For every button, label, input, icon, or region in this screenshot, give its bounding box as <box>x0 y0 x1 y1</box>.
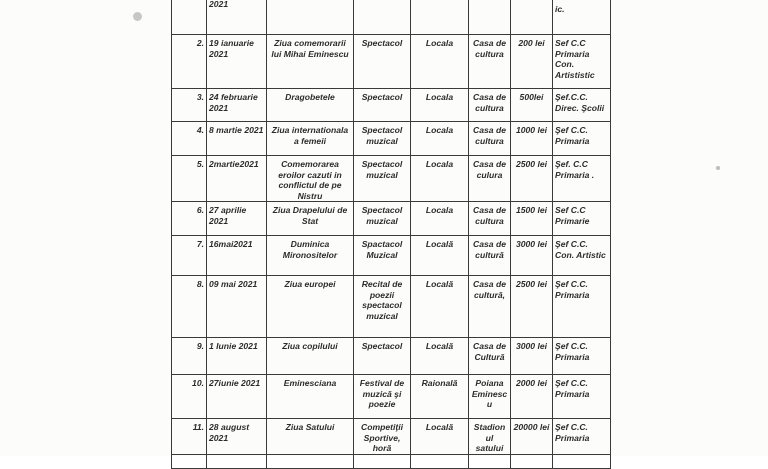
table-row <box>172 122 611 156</box>
row-level <box>411 0 469 35</box>
row-place: Casa de cultura <box>469 202 511 236</box>
row-date <box>207 454 267 468</box>
row-level: Locală <box>411 419 469 455</box>
table-row <box>172 338 611 375</box>
row-type: Spectacol muzical <box>354 202 411 236</box>
row-number <box>172 0 207 35</box>
row-type: Spectacol <box>354 338 411 375</box>
table-row <box>172 236 611 276</box>
row-budget: 2500 lei <box>511 276 553 338</box>
row-date: 28 august 2021 <box>207 419 267 455</box>
row-event: Duminica Mironositelor <box>267 236 354 276</box>
row-place: Casa de cultură <box>469 236 511 276</box>
row-event: Eminesciana <box>267 375 354 419</box>
row-responsible: ic. <box>553 0 611 35</box>
row-budget: 1000 lei <box>511 122 553 156</box>
row-budget: 2500 lei <box>511 156 553 202</box>
row-responsible: Şef C.C. Primaria <box>553 419 611 455</box>
table-row <box>172 454 611 468</box>
row-budget: 20000 lei <box>511 419 553 455</box>
row-event: Ziua europei <box>267 276 354 338</box>
row-number: 6. <box>172 202 207 236</box>
row-type: Festival de muzică şi poezie <box>354 375 411 419</box>
row-number: 3. <box>172 89 207 122</box>
row-date: 16mai2021 <box>207 236 267 276</box>
row-type: Spectacol muzical <box>354 156 411 202</box>
row-date: 8 martie 2021 <box>207 122 267 156</box>
row-level: Locala <box>411 89 469 122</box>
row-date: 1 Iunie 2021 <box>207 338 267 375</box>
row-place: Casa de culura <box>469 156 511 202</box>
row-type: Recital de poezii spectacol muzical <box>354 276 411 338</box>
row-number: 11. <box>172 419 207 455</box>
row-event: Ziua comemorarii lui Mihai Eminescu <box>267 35 354 89</box>
row-number: 7. <box>172 236 207 276</box>
row-level: Locală <box>411 236 469 276</box>
table-row <box>172 419 611 455</box>
row-date: 19 ianuarie 2021 <box>207 35 267 89</box>
row-level: Locala <box>411 122 469 156</box>
table-row <box>172 89 611 122</box>
row-number: 9. <box>172 338 207 375</box>
row-responsible: Şef C.C. Primaria <box>553 276 611 338</box>
row-level <box>411 454 469 468</box>
row-number: 2. <box>172 35 207 89</box>
table-row <box>172 35 611 89</box>
table-row <box>172 156 611 202</box>
row-level: Locala <box>411 202 469 236</box>
row-type: Spectacol <box>354 89 411 122</box>
row-responsible: Şef. C.C Primaria . <box>553 156 611 202</box>
row-event: Ziua copilului <box>267 338 354 375</box>
events-table <box>171 0 611 469</box>
row-budget: 200 lei <box>511 35 553 89</box>
row-level: Locală <box>411 276 469 338</box>
row-event <box>267 454 354 468</box>
table-row <box>172 0 611 35</box>
row-level: Locală <box>411 338 469 375</box>
row-type <box>354 0 411 35</box>
row-responsible: Şef C.C. Primaria <box>553 338 611 375</box>
row-number: 4. <box>172 122 207 156</box>
row-date: 2021 <box>207 0 267 35</box>
row-type: Spectacol muzical <box>354 122 411 156</box>
row-budget: 3000 lei <box>511 338 553 375</box>
row-responsible <box>553 454 611 468</box>
row-budget: 2000 lei <box>511 375 553 419</box>
table-row <box>172 202 611 236</box>
row-responsible: Şef C.C. Primaria <box>553 122 611 156</box>
row-event <box>267 0 354 35</box>
row-date: 09 mai 2021 <box>207 276 267 338</box>
row-event: Ziua internationala a femeii <box>267 122 354 156</box>
scan-speck <box>716 166 720 170</box>
row-budget <box>511 0 553 35</box>
row-type <box>354 454 411 468</box>
row-place: Casa de cultura <box>469 89 511 122</box>
row-place: Stadion ul satului <box>469 419 511 455</box>
row-date: 27iunie 2021 <box>207 375 267 419</box>
row-budget <box>511 454 553 468</box>
row-responsible: Şef C.C. Primaria <box>553 375 611 419</box>
row-place <box>469 454 511 468</box>
row-event: Comemorarea eroilor cazuti in conflictul de pe Nistru <box>267 156 354 202</box>
row-place <box>469 0 511 35</box>
row-responsible: Sef C.C Primaria Con. Artististic <box>553 35 611 89</box>
row-number <box>172 454 207 468</box>
row-budget: 1500 lei <box>511 202 553 236</box>
row-budget: 500lei <box>511 89 553 122</box>
row-responsible: Şef.C.C. Direc. Şcolii <box>553 89 611 122</box>
row-place: Poiana Eminesc u <box>469 375 511 419</box>
row-type: Spectacol <box>354 35 411 89</box>
row-place: Casa de cultura <box>469 35 511 89</box>
row-place: Casa de Cultură <box>469 338 511 375</box>
row-event: Ziua Drapelului de Stat <box>267 202 354 236</box>
row-responsible: Şef C.C. Con. Artistic <box>553 236 611 276</box>
row-date: 27 aprilie 2021 <box>207 202 267 236</box>
row-level: Raională <box>411 375 469 419</box>
row-date: 2martie2021 <box>207 156 267 202</box>
row-responsible: Sef C.C Primarie <box>553 202 611 236</box>
row-place: Casa de cultură, <box>469 276 511 338</box>
table-row <box>172 375 611 419</box>
row-event: Dragobetele <box>267 89 354 122</box>
row-date: 24 februarie 2021 <box>207 89 267 122</box>
row-level: Locala <box>411 35 469 89</box>
row-type: Spactacol Muzical <box>354 236 411 276</box>
table-row <box>172 276 611 338</box>
row-level: Locala <box>411 156 469 202</box>
row-number: 10. <box>172 375 207 419</box>
row-budget: 3000 lei <box>511 236 553 276</box>
row-place: Casa de cultura <box>469 122 511 156</box>
row-type: Competiţii Sportive, horă <box>354 419 411 455</box>
punch-hole-mark <box>133 12 142 21</box>
row-number: 8. <box>172 276 207 338</box>
row-event: Ziua Satului <box>267 419 354 455</box>
row-number: 5. <box>172 156 207 202</box>
